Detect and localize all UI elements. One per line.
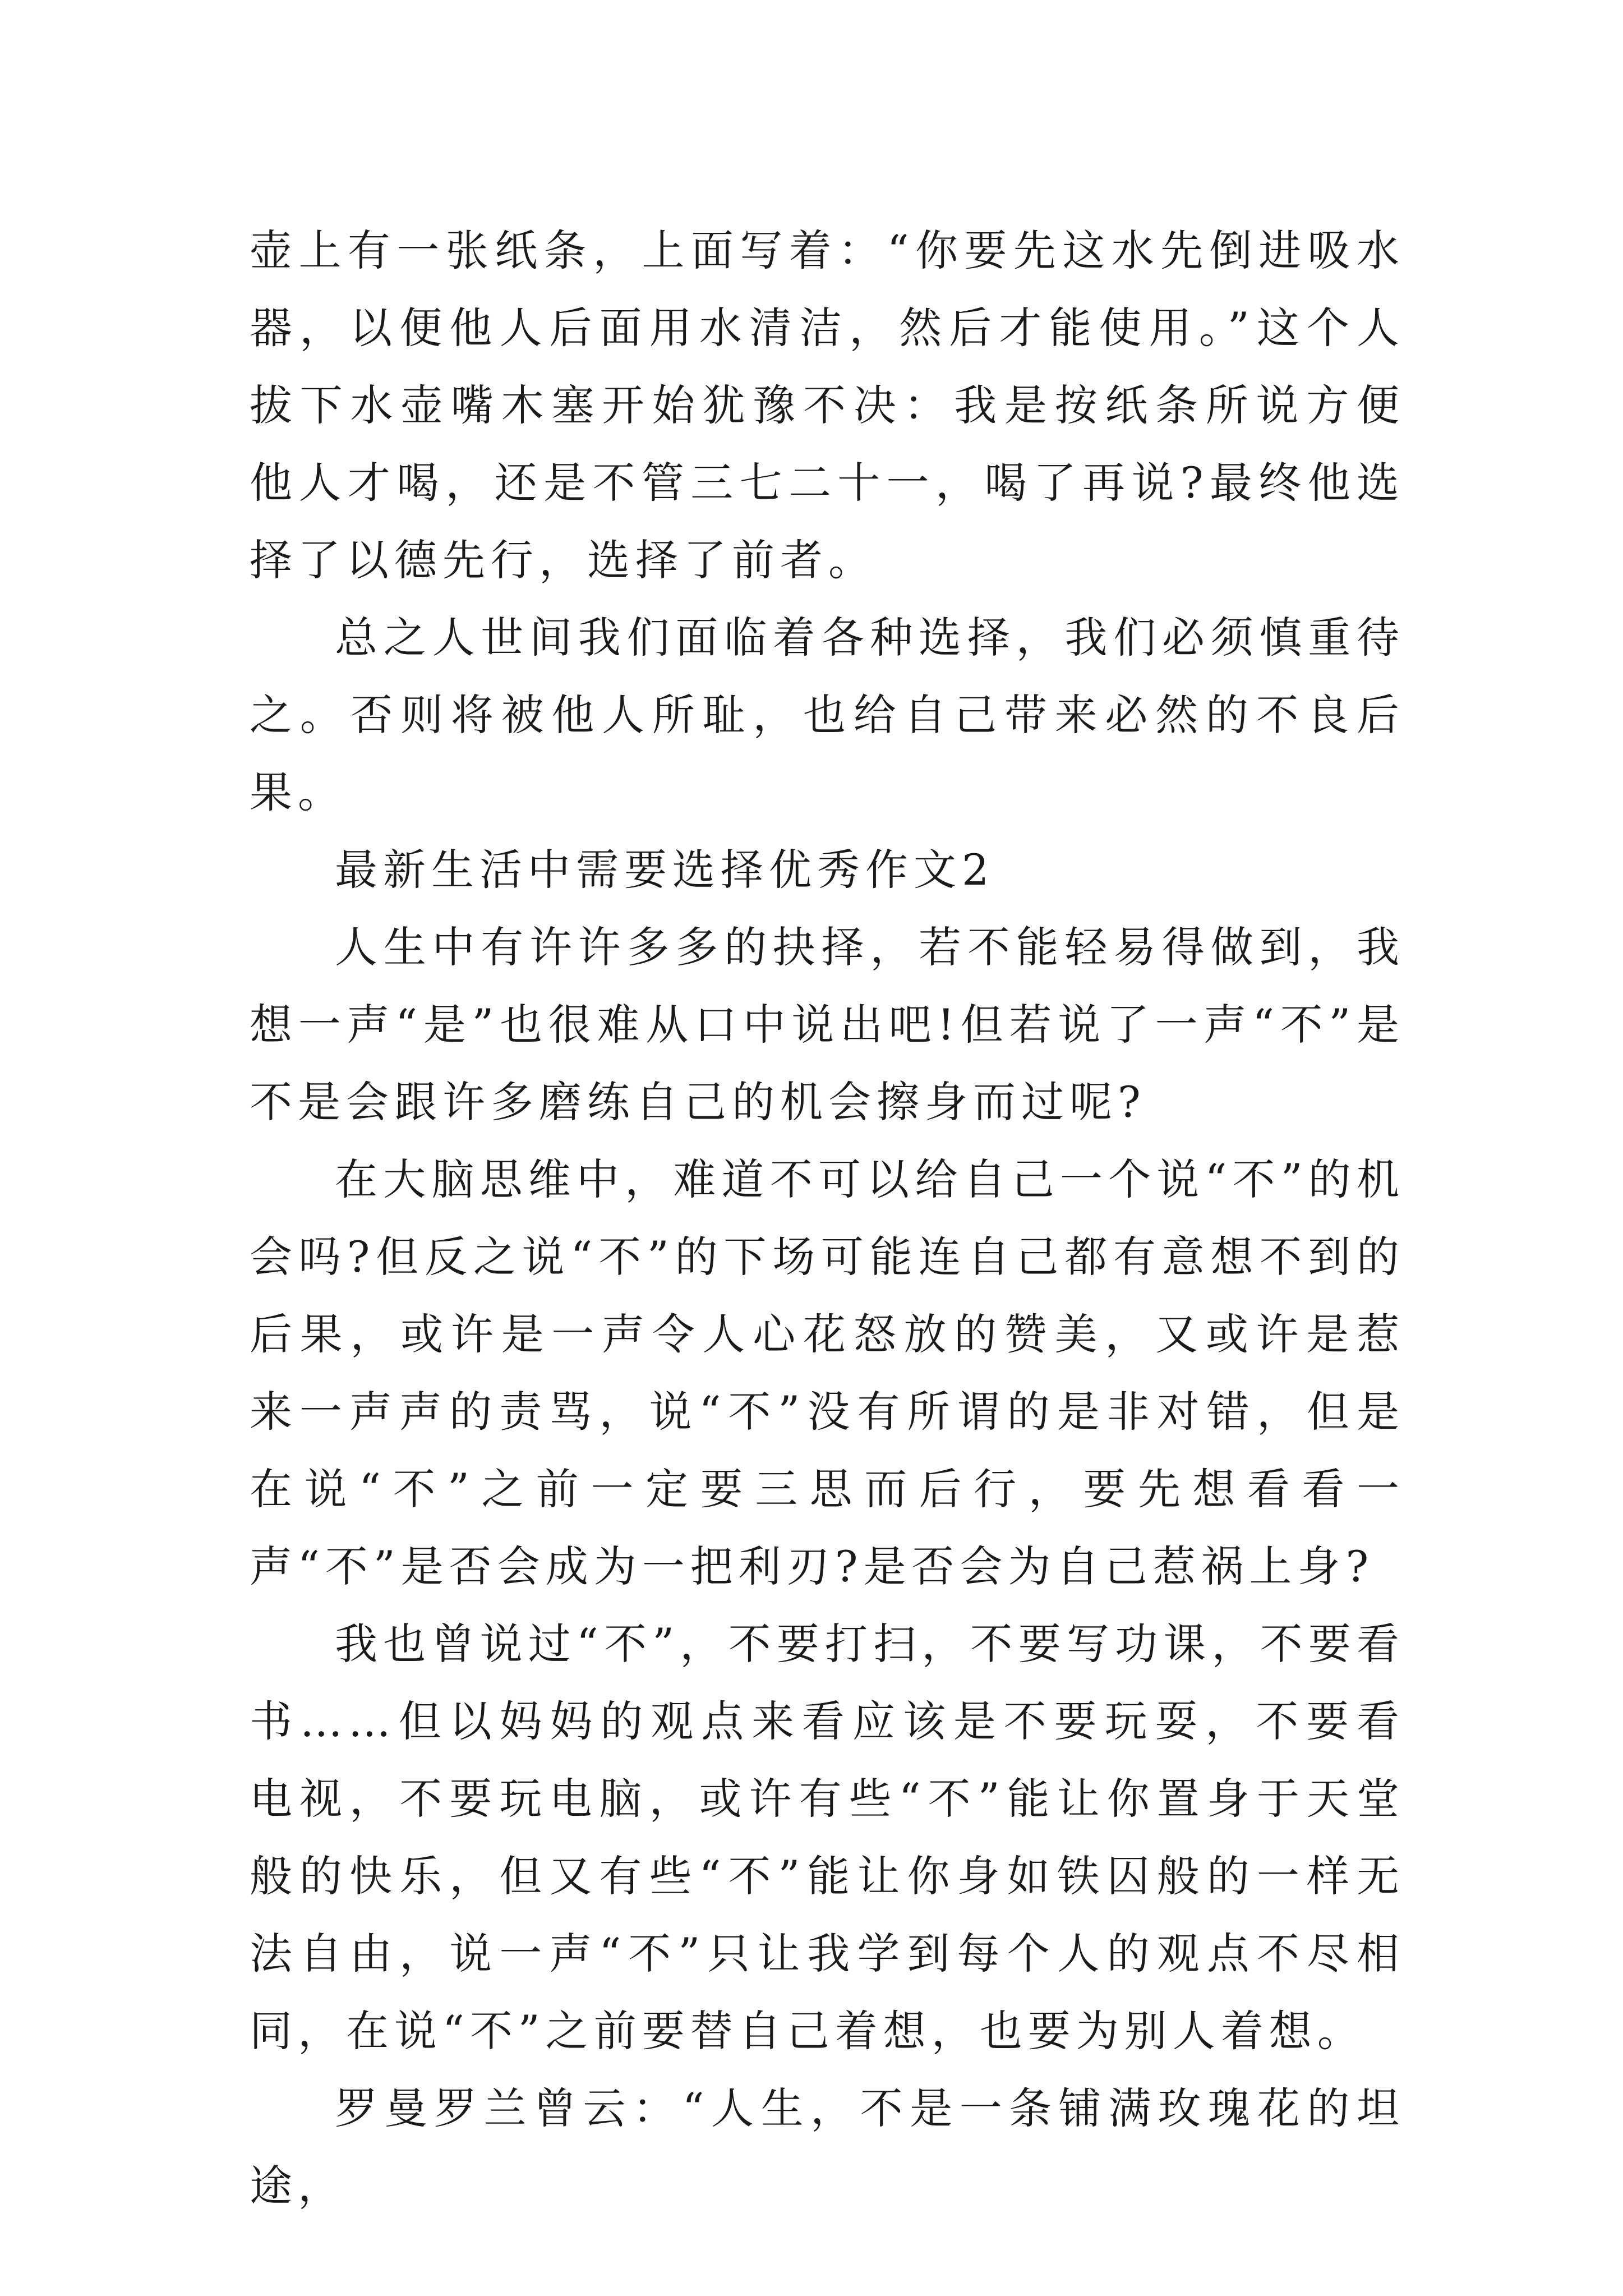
- paragraph: 在大脑思维中，难道不可以给自己一个说“不”的机会吗?但反之说“不”的下场可能连自己都有意想不到的后果，或许是一声令人心花怒放的赞美，又或许是惹来一声声的责骂，说“不”没有所谓的是非对错，但是在说“不”之前一定要三思而后行，要先想看看一声“不”是否会成为一把利刃?是否会为自己惹祸上身?: [250, 1154, 1405, 1591]
- paragraph: 人生中有许许多多的抉择，若不能轻易得做到，我想一声“是”也很难从口中说出吧!但若说了一声“不”是不是会跟许多磨练自己的机会擦身而过呢?: [250, 922, 1405, 1127]
- section-title: 最新生活中需要选择优秀作文2: [335, 845, 995, 895]
- paragraph: 我也曾说过“不”，不要打扫，不要写功课，不要看书……但以妈妈的观点来看应该是不要玩耍，不要看电视，不要玩电脑，或许有些“不”能让你置身于天堂般的快乐，但又有些“不”能让你身如铁囚般的一样无法自由，说一声“不”只让我学到每个人的观点不尽相同，在说“不”之前要替自己着想，也要为别人着想。: [250, 1619, 1405, 2056]
- document-body: [250, 212, 1405, 2225]
- paragraph: 罗曼罗兰曾云：“人生，不是一条铺满玫瑰花的坦途，: [250, 2083, 1405, 2211]
- paragraph: 总之人世间我们面临着各种选择，我们必须慎重待之。否则将被他人所耻，也给自己带来必然的不良后果。: [250, 613, 1405, 817]
- paragraph: 壶上有一张纸条，上面写着：“你要先这水先倒进吸水器，以便他人后面用水清洁，然后才能使用。”这个人拔下水壶嘴木塞开始犹豫不决：我是按纸条所说方便他人才喝，还是不管三七二十一，喝了再说?最终他选择了以德先行，选择了前者。: [250, 226, 1405, 585]
